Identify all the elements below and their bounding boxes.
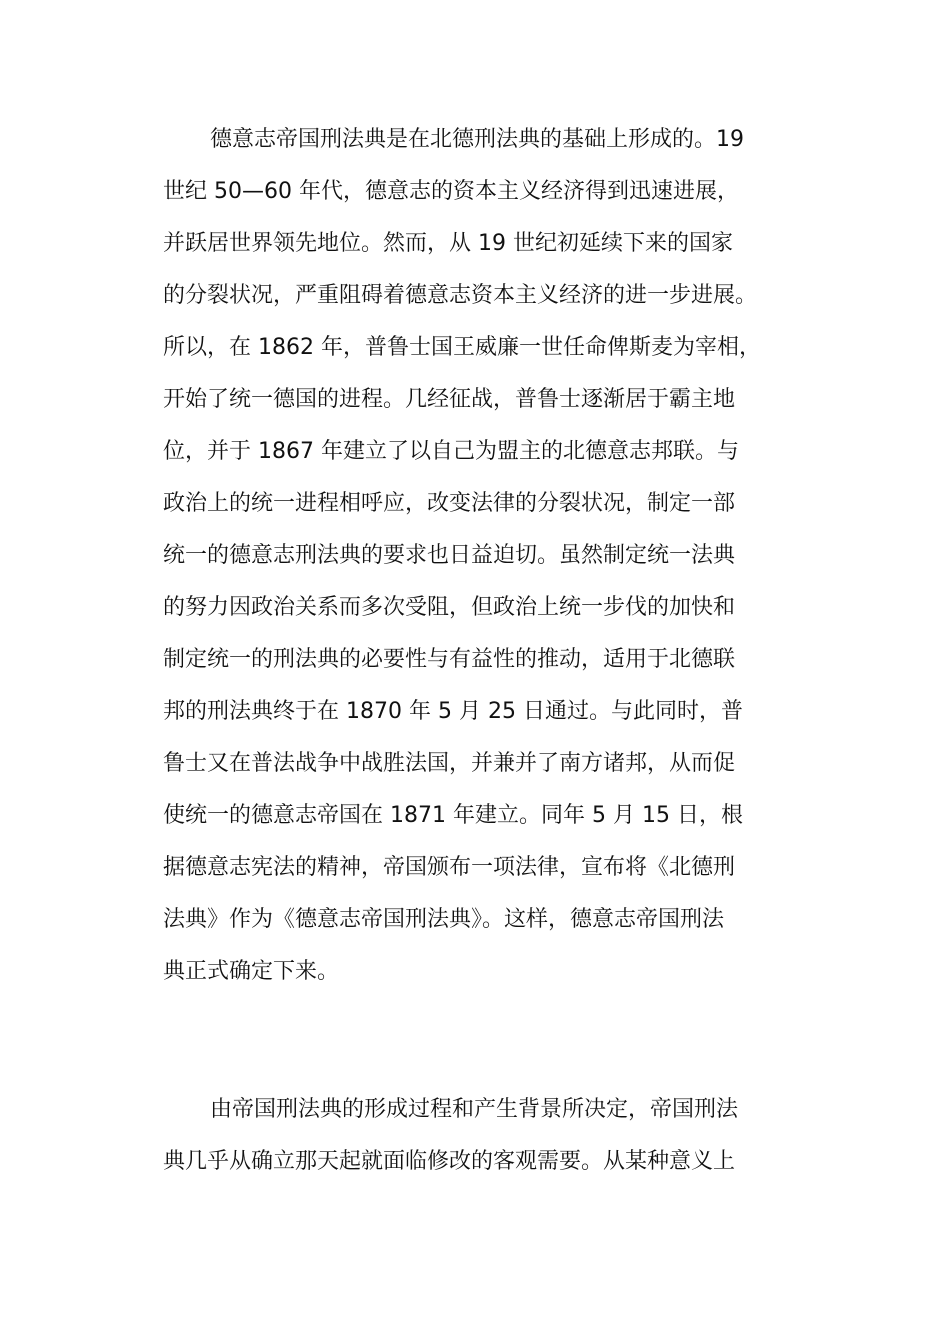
paragraph-line: 使统一的德意志帝国在 1871 年建立。同年 5 月 15 日，根 — [163, 803, 743, 828]
paragraph-line: 统一的德意志刑法典的要求也日益迫切。虽然制定统一法典 — [163, 543, 736, 568]
paragraph-line: 位，并于 1867 年建立了以自己为盟主的北德意志邦联。与 — [163, 439, 739, 464]
paragraph-line: 的努力因政治关系而多次受阻，但政治上统一步伐的加快和 — [163, 595, 736, 620]
paragraph-line: 据德意志宪法的精神，帝国颁布一项法律，宣布将《北德刑 — [163, 855, 736, 880]
paragraph-line: 由帝国刑法典的形成过程和产生背景所决定，帝国刑法 — [210, 1097, 739, 1122]
paragraph-line: 典几乎从确立那天起就面临修改的客观需要。从某种意义上 — [163, 1149, 736, 1174]
paragraph-line: 政治上的统一进程相呼应，改变法律的分裂状况，制定一部 — [163, 491, 736, 516]
paragraph-line: 制定统一的刑法典的必要性与有益性的推动，适用于北德联 — [163, 647, 736, 672]
paragraph-line: 并跃居世界领先地位。然而，从 19 世纪初延续下来的国家 — [163, 231, 733, 256]
paragraph-line: 开始了统一德国的进程。几经征战，普鲁士逐渐居于霸主地 — [163, 387, 736, 412]
paragraph-line: 世纪 50—60 年代，德意志的资本主义经济得到迅速进展， — [163, 179, 739, 204]
paragraph-line: 法典》作为《德意志帝国刑法典》。这样，德意志帝国刑法 — [163, 907, 725, 932]
paragraph-line: 典正式确定下来。 — [163, 959, 340, 984]
paragraph-line: 鲁士又在普法战争中战胜法国，并兼并了南方诸邦，从而促 — [163, 751, 736, 776]
paragraph-line: 的分裂状况，严重阻碍着德意志资本主义经济的进一步进展。 — [163, 283, 758, 308]
paragraph-line: 所以，在 1862 年，普鲁士国王威廉一世任命俾斯麦为宰相， — [163, 335, 761, 360]
paragraph-line: 邦的刑法典终于在 1870 年 5 月 25 日通过。与此同时，普 — [163, 699, 743, 724]
paragraph-line: 德意志帝国刑法典是在北德刑法典的基础上形成的。19 — [210, 127, 744, 152]
